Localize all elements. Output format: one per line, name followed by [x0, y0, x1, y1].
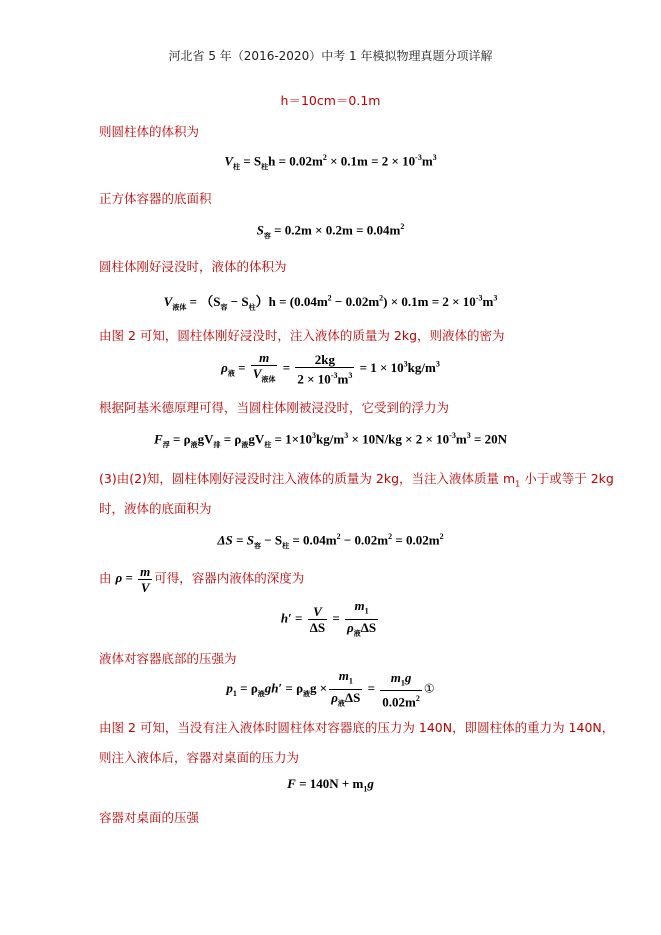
eq-part: m	[421, 153, 433, 169]
var-f: F	[287, 776, 296, 791]
sup: 3	[312, 431, 317, 440]
sup: 3	[403, 359, 408, 369]
frac-den: ΔS	[309, 620, 326, 636]
sup: 2	[327, 293, 332, 303]
sup: 2	[379, 293, 384, 303]
frac-num: 2kg	[295, 352, 354, 368]
var-rho: ρ	[115, 570, 123, 586]
frac-num: m	[251, 350, 278, 366]
sup: 2	[322, 153, 327, 162]
sub: 液	[303, 690, 311, 699]
frac-num	[380, 670, 422, 692]
eq-part: = 0.02m	[392, 532, 440, 548]
sup: -3	[415, 153, 422, 162]
frac-den	[251, 366, 278, 388]
sup: 2	[415, 694, 420, 704]
sup: 3	[466, 431, 471, 440]
sup: 3	[493, 293, 498, 303]
sup: 3	[432, 153, 437, 162]
text-part: 小于或等于 2kg	[520, 471, 614, 486]
var-s: S	[256, 222, 264, 238]
fraction	[295, 352, 354, 386]
text-line-5: 根据阿基米德原理可得，当圆柱体刚被浸没时，它受到的浮力为	[99, 400, 450, 415]
eq-part: − 0.02m	[340, 532, 389, 548]
sub: 容	[220, 303, 228, 312]
text-part: 可得，容器内液体的深度为	[154, 570, 305, 586]
sup: 3	[435, 359, 440, 369]
eq-part: ΔS	[360, 619, 377, 635]
text-line-6	[99, 469, 614, 489]
eq-part: × 0.1m = 2 × 10	[326, 153, 416, 169]
sup: 2	[388, 532, 393, 541]
eq-part: =	[291, 610, 306, 626]
eq-part: − S	[227, 294, 249, 309]
var-v: V	[224, 153, 233, 169]
eq-part: × 10N/kg × 2 × 10	[348, 431, 450, 447]
height-line: h＝10cm＝0.1m	[280, 93, 381, 108]
prime: ′	[288, 610, 292, 626]
fraction	[251, 350, 278, 388]
frac-num: V	[308, 604, 327, 620]
fraction	[138, 564, 152, 595]
sup: -3	[475, 293, 483, 303]
equation-container-area	[0, 222, 661, 241]
inline-formula	[115, 564, 154, 595]
eq-part: =	[364, 680, 379, 696]
eq-part: 2 × 10	[297, 370, 331, 386]
sup: -3	[449, 431, 456, 440]
eq-part: gh	[264, 680, 279, 696]
var-m: m	[338, 668, 349, 683]
sup: 3	[348, 370, 353, 380]
sub: 容	[263, 231, 271, 240]
sup: -3	[330, 370, 338, 380]
circled-number: ①	[423, 681, 435, 696]
sub: 排	[213, 440, 221, 449]
sub: 液体	[261, 375, 276, 384]
text-line-7: 时，液体的底面积为	[99, 501, 212, 516]
equation-delta-s	[0, 532, 661, 551]
equation-cylinder-volume	[0, 153, 661, 172]
eq-part: = S	[239, 153, 262, 169]
sub: 液	[257, 690, 265, 699]
text-line-9: 液体对容器底部的压强为	[99, 651, 237, 666]
frac-num	[329, 668, 362, 690]
sub: 柱	[261, 162, 269, 171]
sub: 柱	[264, 440, 272, 449]
sub: 1	[363, 784, 368, 794]
text-line-12: 容器对桌面的压强	[99, 810, 200, 825]
eq-part: = 1×10	[271, 431, 313, 447]
eq-part: ΔS = S	[217, 532, 254, 548]
var-m: m	[354, 598, 365, 613]
eq-part: kg/m	[407, 359, 436, 375]
equation-depth	[0, 598, 661, 641]
fraction	[329, 668, 362, 711]
var-rho: ρ	[347, 619, 354, 635]
equation-pressure-liquid	[0, 668, 661, 711]
sub: 1	[364, 606, 369, 616]
eq-part: h = 0.02m	[268, 153, 323, 169]
eq-part: = ρ	[236, 680, 258, 696]
page-header: 河北省 5 年（2016-2020）中考 1 年模拟物理真题分项详解	[168, 49, 493, 63]
eq-part: m	[337, 370, 349, 386]
frac-den	[380, 691, 422, 709]
eq-part: = ρ	[169, 431, 191, 447]
eq-part: = ρ	[220, 431, 242, 447]
eq-part: g ×	[310, 680, 328, 696]
var-h: h	[280, 610, 289, 626]
equation-buoyancy	[0, 431, 661, 450]
eq-part: =	[279, 359, 294, 375]
eq-part: = 0.2m × 0.2m = 0.04m	[270, 222, 401, 238]
eq-part: ) × 0.1m = 2 × 10	[383, 294, 476, 309]
text-line-11: 则注入液体后，容器对桌面的压力为	[99, 750, 300, 765]
frac-den	[329, 690, 362, 712]
eq-part: =	[234, 359, 249, 375]
eq-part: = 140N + m	[295, 776, 364, 791]
frac-num: m	[140, 564, 151, 579]
fraction	[308, 604, 327, 635]
var-rho: ρ	[331, 689, 338, 705]
eq-part: m	[455, 431, 467, 447]
sub: 1	[232, 689, 237, 699]
sub: 柱	[282, 541, 290, 550]
sub: 液	[227, 369, 235, 378]
sup: 2	[400, 222, 405, 231]
eq-part: gV	[248, 431, 265, 447]
eq-part: ΔS	[344, 689, 361, 705]
eq-part: = ρ	[282, 680, 304, 696]
frac-den: V	[140, 580, 150, 595]
frac-den	[295, 368, 354, 386]
frac-den	[345, 620, 378, 642]
sub: 1	[348, 676, 353, 686]
eq-part: = 20N	[470, 431, 507, 447]
eq-part: =	[329, 610, 344, 626]
eq-part: = 0.04m	[289, 532, 337, 548]
sub: 柱	[232, 162, 240, 171]
eq-part: m	[482, 294, 494, 309]
text-part: (3)由(2)知，圆柱体刚好浸没时注入液体的质量为 2kg，当注入液体质量 m	[99, 471, 516, 486]
text-line-1: 则圆柱体的体积为	[99, 124, 200, 139]
text-line-8	[99, 564, 304, 595]
sub: 1	[515, 479, 521, 489]
sub: 液体	[172, 303, 187, 312]
fraction	[380, 670, 422, 710]
eq-part: − 0.02m	[331, 294, 380, 309]
equation-liquid-volume	[0, 291, 661, 313]
var-m: m	[390, 669, 401, 685]
text-part: 由	[99, 570, 116, 586]
eq-part: − S	[260, 532, 283, 548]
sub: 1	[400, 678, 405, 688]
eq-part: kg/m	[316, 431, 345, 447]
sub: 柱	[248, 303, 256, 312]
eq-part: = （S	[186, 294, 221, 309]
eq-part: =	[122, 570, 137, 586]
sub: 液	[190, 440, 198, 449]
eq-part: ）h = (0.04m	[255, 294, 328, 309]
fraction	[345, 598, 378, 641]
var-f: F	[154, 431, 163, 447]
frac-num	[345, 598, 378, 620]
text-line-4: 由图 2 可知，圆柱体刚好浸没时，注入液体的质量为 2kg，则液体的密为	[99, 328, 505, 343]
sub: 浮	[162, 440, 170, 449]
sub: 容	[253, 541, 261, 550]
var-v: V	[252, 366, 262, 381]
sup: 2	[439, 532, 444, 541]
equation-force-table	[0, 776, 661, 794]
sub: 液	[337, 699, 345, 708]
text-line-10: 由图 2 可知，当没有注入液体时圆柱体对容器底的压力为 140N，即圆柱体的重力为 140N，	[99, 720, 615, 735]
var-g: g	[404, 669, 412, 685]
var-rho: ρ	[221, 359, 228, 375]
eq-part: gV	[197, 431, 214, 447]
eq-part: 0.02m	[382, 694, 416, 710]
sup: 2	[336, 532, 341, 541]
var-p: p	[226, 680, 233, 696]
sub: 液	[353, 629, 361, 638]
equation-density	[0, 350, 661, 388]
sub: 液	[241, 440, 249, 449]
var-g: g	[367, 776, 374, 791]
eq-part: = 1 × 10	[356, 359, 404, 375]
text-line-2: 正方体容器的底面积	[99, 191, 212, 206]
text-line-3: 圆柱体刚好浸没时，液体的体积为	[99, 259, 287, 274]
sup: 3	[344, 431, 349, 440]
prime: ′	[278, 680, 283, 696]
var-v: V	[163, 294, 173, 309]
